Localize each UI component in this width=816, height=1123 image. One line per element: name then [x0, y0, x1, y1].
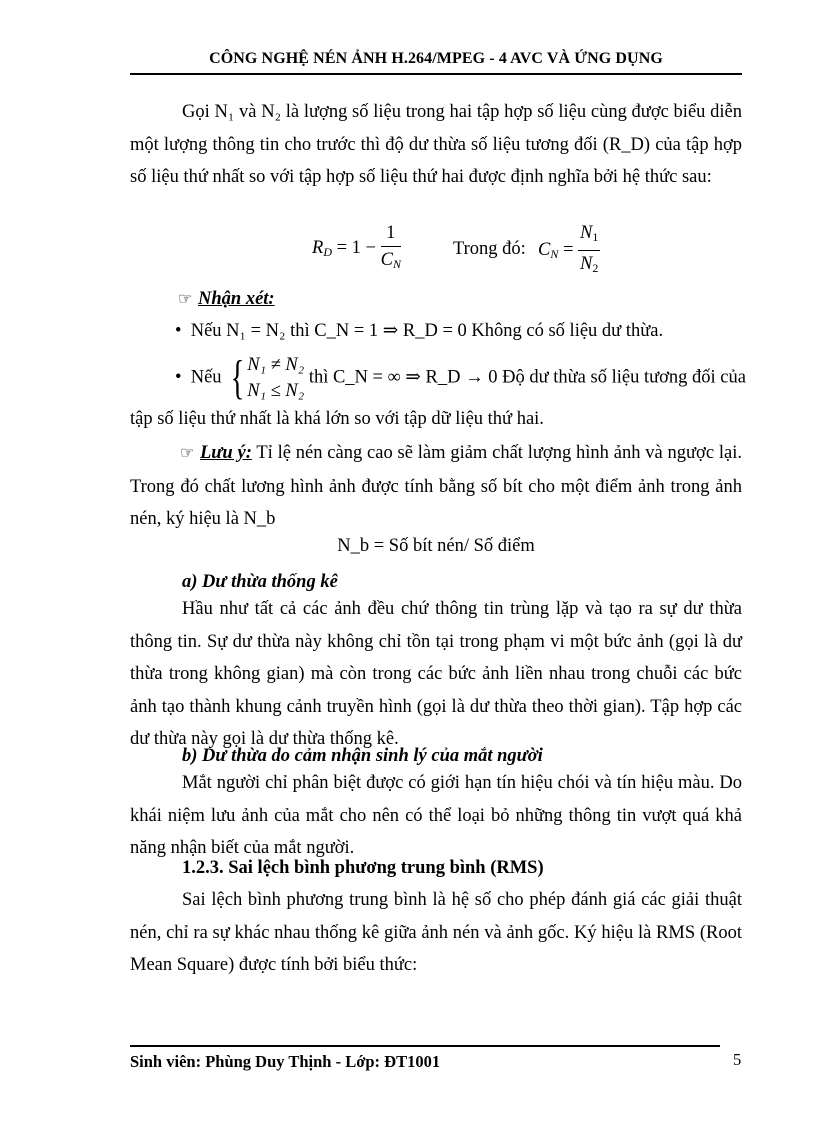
cn-formula: $C_N$ = $\frac{N_1}{N_2}$: [538, 222, 600, 279]
intro-paragraph: [130, 96, 742, 194]
remark-heading: ☞ Nhận xét:: [178, 289, 275, 309]
condition-system: N₁ ≠ N₂ N₁ ≤ N₂: [247, 355, 305, 401]
nb-formula: N_b = Số bít nén/ Số điểm: [337, 536, 535, 556]
remark-bullet-1: • Nếu N₁ = N₂ thì C_N = 1 ⇒ R_D = 0 Không có số liệu dư thừa.: [175, 321, 664, 341]
remark-bullet-2: • Nếu { N₁ ≠ N₂ N₁ ≤ N₂ thì C_N = ∞ ⇒ R_D → 0 Độ dư thừa số liệu tương đối của: [175, 351, 746, 404]
remark-bullet-2-continuation: tập số liệu thứ nhất là khá lớn so với tập dữ liệu thứ hai.: [130, 409, 544, 429]
left-brace-icon: {: [230, 351, 245, 404]
where-label: Trong đó:: [453, 239, 526, 259]
section-rms-heading: 1.2.3. Sai lệch bình phương trung bình (RMS): [182, 858, 544, 878]
footer-student: Sinh viên: Phùng Duy Thịnh - Lớp: ĐT1001: [130, 1052, 441, 1071]
rd-fraction: $\frac{1}{C_N}$: [380, 223, 401, 271]
rd-formula: $R_D = 1$ − $\frac{1}{C_N}$: [312, 222, 401, 275]
header-divider: [130, 73, 742, 75]
hand-pointer-icon: ☞: [178, 291, 193, 308]
bullet-dot-icon: •: [175, 321, 182, 341]
hand-pointer-icon: ☞: [180, 445, 195, 462]
section-a-heading: a) Dư thừa thống kê: [182, 572, 338, 592]
section-a-text: Hầu như tất cả các ảnh đều chứ thông tin trùng lặp và tạo ra sự dư thừa thông tin. Sự dư thừa này không chỉ tồn tại trong phạm vi một bức ảnh (gọi là dư thừa trong không gian) mà còn trong các bức ảnh liền nhau trong chuỗi các bức ảnh tạo thành khung cảnh truyền hình (gọi là dư thừa theo thời gian). Tập hợp các dư thừa này gọi là dư thừa thống kê.: [130, 599, 742, 749]
bullet-dot-icon: •: [175, 367, 182, 388]
running-header: CÔNG NGHỆ NÉN ẢNH H.264/MPEG - 4 AVC VÀ ỨNG DỤNG: [209, 50, 663, 67]
section-b-text: Mắt người chỉ phân biệt được có giới hạn tín hiệu chói và tín hiệu màu. Do khái niệm lưu ảnh của mắt cho nên có thể loại bỏ những thông tin vượt quá khả năng nhận biết của mắt người.: [130, 773, 742, 858]
footer-divider: [130, 1045, 720, 1047]
cn-fraction: $\frac{N_1}{N_2}$: [580, 223, 599, 275]
note-paragraph: ☞ Lưu ý: Tỉ lệ nén càng cao sẽ làm giảm chất lượng hình ảnh và ngược lại. Trong đó chất lương hình ảnh được tính bằng số bít cho một điểm ảnh trong ảnh nén, ký hiệu là N_b: [130, 437, 742, 536]
section-rms-text: Sai lệch bình phương trung bình là hệ số cho phép đánh giá các giải thuật nén, chỉ ra sự khác nhau thống kê giữa ảnh nén và ảnh gốc. Ký hiệu là RMS (Root Mean Square) được tính bởi biểu thức:: [130, 890, 742, 975]
section-b-heading: b) Dư thừa do cảm nhận sinh lý của mắt người: [182, 746, 543, 766]
intro-paragraph-text: Gọi N₁ và N₂ là lượng số liệu trong hai tập hợp số liệu cùng được biểu diễn một lượng thông tin cho trước thì độ dư thừa số liệu tương đối (R_D) của tập hợp số liệu thứ nhất so với tập hợp số liệu thứ hai được định nghĩa bởi hệ thức sau:: [130, 102, 742, 187]
page-number: 5: [733, 1050, 742, 1069]
